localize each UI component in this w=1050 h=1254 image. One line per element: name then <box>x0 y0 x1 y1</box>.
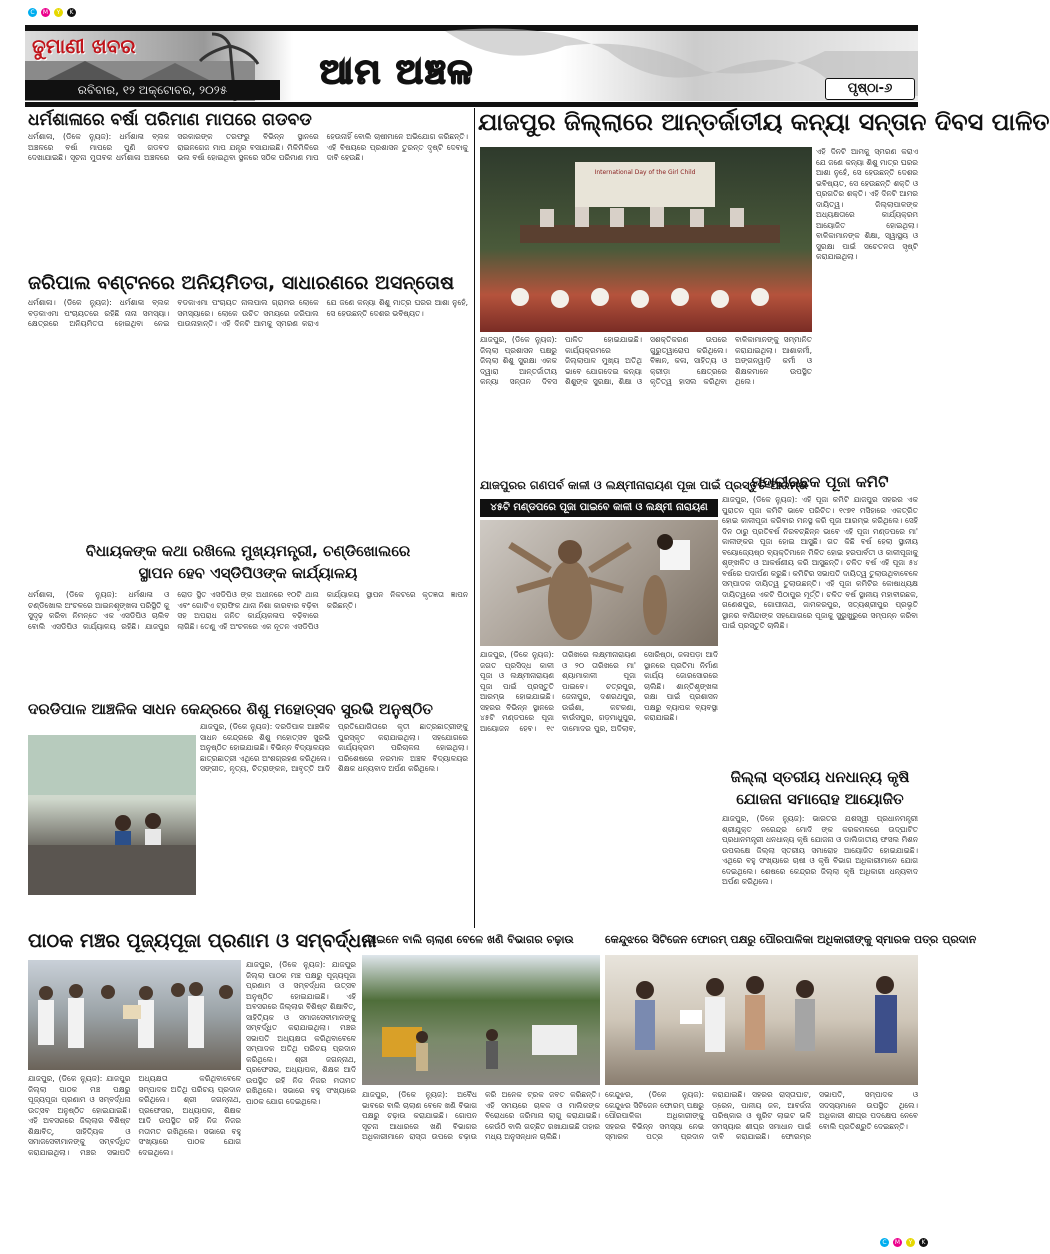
article-keonjhar-body: କେନ୍ଦୁଝର, (ଡିକେ ନ୍ୟୁଜ): କେନ୍ଦୁଝର ସିଟିଜେନ ଫୋରମ୍ ପକ୍ଷରୁ ପୌରପାଳିକା ଅଧିକାରୀଙ୍କୁ ସହରର ବିଭିନ୍ନ ସମସ୍ୟା ନେଇ ସ୍ମାରକ ପତ୍ର ପ୍ରଦାନ କରାଯାଇଛି। ସହରର ରାସ୍ତାଘାଟ, ଡ୍ରେନ, ପାନୀୟ ଜଳ, ଆବର୍ଜନା ପରିଷ୍କାର ଓ ଷ୍ଟ୍ରିଟ ଲାଇଟ ଭଳି ସମସ୍ୟାର ଶୀଘ୍ର ସମାଧାନ ପାଇଁ ଦାବି କରାଯାଇଛି। ଫୋରମ୍‌ର ସଭାପତି, ସମ୍ପାଦକ ଓ ସଦସ୍ୟମାନେ ଉପସ୍ଥିତ ଥିଲେ। ଅଧିକାରୀ ଶୀଘ୍ର ପଦକ୍ଷେପ ନେବେ ବୋଲି ପ୍ରତିଶ୍ରୁତି ଦେଇଛନ୍ତି। <box>605 1090 918 1141</box>
article-ration-body: ଧର୍ମଶାଳା। (ଡିକେ ନ୍ୟୁଜ): ଧର୍ମଶାଳା ବ୍ଲକ ବଡ଼କାଏମା ପଂଚାୟତରେ ରହିଛି ନାନା ସମସ୍ୟା। କ୍ଷେତ୍ରରେ ଅନିୟମିତତା ହୋଇଥିବା ନେଇ ବଡକାଏମା ପଂଚାୟତ ନାଲପାଲ ଗ୍ରାମର ଲୋକେ ସମସ୍ୟାରେ। ଲୋକେ ଉଚିତ ସମୟରେ ଜରିପାଲ ପାଉନାହାନ୍ତି। ଏହି ଦିନଟି ଆମକୁ ସ୍ମରଣ କରାଏ ଯେ ଜଣେ କନ୍ୟା ଶିଶୁ ମାତ୍ର ଘରର ଆଶା ନୁହେଁ, ସେ ହେଉଛନ୍ତି ଦେଶର ଭବିଷ୍ୟତ। <box>28 298 468 328</box>
headline-agri-line2: ଯୋଜନା ସମାରୋହ ଆୟୋଜିତ <box>736 790 904 808</box>
magenta-mark: M <box>42 9 49 16</box>
pathak-photo <box>28 960 241 1070</box>
article-child-fest-body: ଯାଜପୁର, (ଡିକେ ନ୍ୟୁଜ): ଦରଡିପାଳ ଆଞ୍ଚଳିକ ସାଧନ କେନ୍ଦ୍ରରେ ଶିଶୁ ମହୋତ୍ସବ ସୁରଭି ଅନୁଷ୍ଠିତ ହୋଇଯାଇଛି। ବିଭିନ୍ନ ବିଦ୍ୟାଳୟର ଛାତ୍ରଛାତ୍ରୀ ଏଥିରେ ଅଂଶଗ୍ରହଣ କରିଥିଲେ। ସଙ୍ଗୀତ, ନୃତ୍ୟ, ଚିତ୍ରାଙ୍କନ, ଆବୃତ୍ତି ଆଦି ପ୍ରତିଯୋଗିତାରେ କୃତୀ ଛାତ୍ରଛାତ୍ରୀଙ୍କୁ ପୁରସ୍କୃତ କରାଯାଇଥିଲା। ସହଯୋଗରେ କାର୍ଯ୍ୟକ୍ରମ ପରିଚାଳନା ହୋଇଥିଲା। ପରିଶେଷରେ ନରମାଳ ଅଞ୍ଚଳ ବିଦ୍ୟାଳୟର ଶିକ୍ଷକ ଧନ୍ୟବାଦ ଅର୍ପଣ କରିଥିଲେ। <box>200 722 468 773</box>
headline-rain: ଧର୍ମଶାଳାରେ ବର୍ଷା ପରିମାଣ ମାପରେ ଗଡବଡ <box>28 110 312 130</box>
black-mark: K <box>919 1238 928 1247</box>
yellow-mark: Y <box>54 8 63 17</box>
headline-pathak: ପାଠକ ମଞ୍ଚର ପୂଜ୍ୟପୂଜା ପ୍ରଣାମ ଓ ସମ୍ବର୍ଦ୍ଧନା <box>28 930 377 952</box>
registration-marks-bottom <box>880 1238 928 1247</box>
kali-idol-photo <box>480 520 718 646</box>
headline-puja: ଯାଜପୁରର ଗଣପର୍ବ କାଳୀ ଓ ଲକ୍ଷ୍ମୀନାରାୟଣ ପୂଜା ପାଇଁ ପ୍ରସ୍ତୁତି ଆରମ୍ଭ <box>480 478 808 492</box>
girl-child-event-photo <box>480 147 812 332</box>
newspaper-logo: ଢୁମାଣୀ ଖବର <box>32 34 136 58</box>
headline-mahabir: ମହାବୀରଛକ ପୂଜା କମିଟି <box>751 473 889 491</box>
article-sand-body: ଯାଜପୁର, (ଡିକେ ନ୍ୟୁଜ): ଅବୈଧ ଭାବରେ ବାଲି ଚାଲାଣ ବେଳେ ଖଣି ବିଭାଗ ପକ୍ଷରୁ ଚଢ଼ାଉ କରାଯାଇଛି। ଗୋପନ ସୂଚନା ଆଧାରରେ ଖଣି ବିଭାଗର ଅଧିକାରୀମାନେ ରାସ୍ତା ଉପରେ ଚଢ଼ାଉ କରି ଅନେକ ଟ୍ରକ ଜବତ କରିଛନ୍ତି। ଏହି ସମୟରେ ଚାଳକ ଓ ମାଲିକଙ୍କ ବିରୋଧରେ ଜରିମାନା ଲାଗୁ କରାଯାଇଛି। କେଉଁଠି ବାଲି ଗଚ୍ଛିତ ରଖାଯାଇଛି ତାହାର ମଧ୍ୟ ଅନୁସନ୍ଧାନ ଚାଲିଛି। <box>362 1090 600 1141</box>
article-rain-body: ଧର୍ମଶାଳା, (ଡିକେ ନ୍ୟୁଜ): ଧର୍ମଶାଳା ବ୍ଲକ ଅଞ୍ଚଳରେ ବର୍ଷା ମାପରେ ପୁଣି ଗଡବଡ ଦେଖାଯାଇଛି। ସୂଚନା ମୁତାବକ ଧର୍ମଶାଳା ଅଞ୍ଚଳରେ ସରକାରଙ୍କ ତରଫରୁ ବିଭିନ୍ନ ସ୍ଥାନରେ ରାଇନଗେଜ ମାପ ଯନ୍ତ୍ର ବସାଯାଇଛି। ମିଳିମିଳିରେ ଭଲ ବର୍ଷା ହୋଇଥିବା ସ୍ଥଳରେ ସଠିକ ପରିମାଣ ମାପ ହେଉନାହିଁ ବୋଲି ଚାଷୀମାନେ ଅଭିଯୋଗ କରିଛନ୍ତି। ଏହି ବିଷୟରେ ପ୍ରଶାସନ ତୁରନ୍ତ ଦୃଷ୍ଟି ଦେବାକୁ ଦାବି ହେଉଛି। <box>28 132 468 162</box>
headline-ration: ଜରିପାଲ ବଣ୍ଟନରେ ଅନିୟମିତତା, ସାଧାରଣରେ ଅସନ୍ତୋଷ <box>28 272 455 294</box>
cyan-mark: C <box>28 8 37 17</box>
headline-sdpo-line1: ବିଧାୟକଙ୍କ କଥା ରଖିଲେ ମୁଖ୍ୟମନ୍ତ୍ରୀ, ଚଣ୍ଡିଖୋଲରେ <box>85 542 411 560</box>
article-agri-body: ଯାଜପୁର, (ଡିକେ ନ୍ୟୁଜ): ଭାରତର ଯଶସ୍ୱୀ ପ୍ରଧାନମନ୍ତ୍ରୀ ଶ୍ରୀଯୁକ୍ତ ନରେନ୍ଦ୍ର ମୋଦି ଙ୍କ କରକମଳରେ ଉଦ୍‌ଘାଟିତ ପ୍ରଧାନମନ୍ତ୍ରୀ ଧନଧାନ୍ୟ କୃଷି ଯୋଜନା ଓ ଡାଲିଜାତୀୟ ଫସଲ ମିଶନ ଉପଲକ୍ଷେ ଜିଲ୍ଲା ସ୍ତରୀୟ ସମାରୋହ ଆୟୋଜିତ ହୋଇଯାଇଛି। ଏଥିରେ ବହୁ ସଂଖ୍ୟାରେ ଚାଷୀ ଓ କୃଷି ବିଭାଗ ଅଧିକାରୀମାନେ ଯୋଗ ଦେଇଥିଲେ। ଶେଷରେ କେନ୍ଦ୍ରର ଜିଲ୍ଲା କୃଷି ଅଧିକାରୀ ଧନ୍ୟବାଦ ଅର୍ପଣ କରିଥିଲେ। <box>722 814 918 886</box>
headline-child-fest: ଦରଡିପାଳ ଆଞ୍ଚଳିକ ସାଧନ କେନ୍ଦ୍ରରେ ଶିଶୁ ମହୋତ୍ସବ ସୁରଭି ଅନୁଷ୍ଠିତ <box>28 700 433 718</box>
article-mahabir-body: ଯାଜପୁର, (ଡିକେ ନ୍ୟୁଜ): ଏହି ପୂଜା କମିଟି ଯାଜପୁର ସହରର ଏକ ପୁରାତନ ପୂଜା କମିଟି ଭାବେ ପରିଚିତ। ୧୯୭୧ ମସିହାରେ ଏକତ୍ରିତ ହୋଇ କାଳୀପୂଜା କରିବାର ମନସ୍ଥ କରି ପୂଜା ଆରମ୍ଭ କରିଥିଲେ। ସେହି ଦିନ ଠାରୁ ପ୍ରତିବର୍ଷ ନିରବଚ୍ଛିନ୍ନ ଭାବେ ଏହି ପୂଜା ମଣ୍ଡପରେ ମା' କାଳୀଙ୍କର ପୂଜା ହୋଇ ଆସୁଛି। ଗତ କିଛି ବର୍ଷ ହେଲା ସ୍ଥାନୀୟ ବୟୋଜ୍ୟେଷ୍ଠ ବ୍ୟକ୍ତିମାନେ ମିଳିତ ହୋଇ ହରପାର୍ବତୀ ଓ କାଳୀପୂଜାକୁ ଶୃଙ୍ଖଳିତ ଓ ଆକର୍ଷଣୀୟ କରି ଆସୁଛନ୍ତି। ଚଳିତ ବର୍ଷ ଏହି ପୂଜା ୫୪ ବର୍ଷରେ ପଦାର୍ପଣ କରୁଛି। କମିଟିର ସଭାପତି ଦାୟିତ୍ୱ ତୁଲାଉଥିବାବେଳେ ସମ୍ପାଦକ ଦାୟିତ୍ୱ ତୁଲାଉଛନ୍ତି। ଏହି ପୂଜା କମିଟିର କୋଷାଧ୍ୟକ୍ଷ ଦାୟିତ୍ୱରେ ଏକଟି ପିଠାପୁର ମୂର୍ତ୍ତି। ଚଳିତ ବର୍ଷ ସ୍ଥାନୀୟ ମହାବୀରଛକ, ଗଣେଶପୁର, ଗୋପୀନାଥ, ଜାମକରପୁର, ସତ୍ୟଶ୍ରୀପୁର ପ୍ରଭୃତି ସ୍ଥାନର ବାସିନ୍ଦାଙ୍କ ସହଯୋଗରେ ପୂଜାକୁ ସୁରୁଖୁରୁରେ ସମ୍ପନ୍ନ କରିବା ପାଇଁ ପ୍ରସ୍ତୁତି ଚାଲିଛି। <box>722 495 918 630</box>
masthead-rule <box>25 102 918 107</box>
section-title: ଆମ ଅଞ୍ଚଳ <box>320 52 475 92</box>
yellow-mark: Y <box>906 1238 915 1247</box>
cyan-mark: C <box>880 1238 889 1247</box>
headline-girl-child: ଯାଜପୁର ଜିଲ୍ଲାରେ ଆନ୍ତର୍ଜାତୀୟ କନ୍ୟା ସନ୍ତାନ ଦିବସ ପାଳିତ <box>478 108 1050 136</box>
article-pathak-body: ଯାଜପୁର, (ଡିକେ ନ୍ୟୁଜ): ଯାଜପୁର ଜିଲ୍ଲା ପାଠକ ମଞ୍ଚ ପକ୍ଷରୁ ପୂଜ୍ୟପୂଜା ପ୍ରଣାମ ଓ ସମ୍ବର୍ଦ୍ଧନା ଉତ୍ସବ ଅନୁଷ୍ଠିତ ହୋଇଯାଇଛି। ଏହି ଅବସରରେ ଜିଲ୍ଲାର ବିଶିଷ୍ଟ ଶିକ୍ଷାବିତ୍, ସାହିତ୍ୟିକ ଓ ସମାଜସେବୀମାନଙ୍କୁ ସମ୍ବର୍ଦ୍ଧିତ କରାଯାଇଥିଲା। ମଞ୍ଚର ସଭାପତି ଅଧ୍ୟକ୍ଷତା କରିଥିବାବେଳେ ସମ୍ପାଦକ ଅତିଥି ପରିଚୟ ପ୍ରଦାନ କରିଥିଲେ। ଶ୍ରୀ ଜଗନ୍ନାଥ, ପ୍ରଫେସର, ଅଧ୍ୟାପକ, ଶିକ୍ଷକ ଆଦି ଉପସ୍ଥିତ ରହି ନିଜ ନିଜର ମତାମତ ରଖିଥିଲେ। ସଭାରେ ବହୁ ସଂଖ୍ୟାରେ ପାଠକ ଯୋଗ ଦେଇଥିଲେ। <box>28 1074 241 1157</box>
page-number: ପୃଷ୍ଠା-୬ <box>825 78 915 100</box>
headline-agri-line1: ଜିଲ୍ଲା ସ୍ତରୀୟ ଧନଧାନ୍ୟ କୃଷି <box>730 768 910 786</box>
headline-sand: ହୋଇନେ ବାଲି ଚାଲାଣ ବେଳେ ଖଣି ବିଭାଗର ଚଢ଼ାଉ <box>362 933 574 946</box>
subheadline-puja: ୪୫ଟି ମଣ୍ଡପରେ ପୂଜା ପାଇବେ କାଳୀ ଓ ଲକ୍ଷ୍ମୀ ନାରାୟଣ <box>480 499 718 517</box>
magenta-mark: M <box>894 1239 901 1246</box>
column-divider <box>474 108 475 928</box>
black-mark: K <box>67 8 76 17</box>
child-fest-photo <box>28 735 196 895</box>
issue-date: ରବିବାର, ୧୨ ଅକ୍ଟୋବର, ୨୦୨୫ <box>25 80 280 100</box>
article-pathak-body-continued: ଯାଜପୁର, (ଡିକେ ନ୍ୟୁଜ): ଯାଜପୁର ଜିଲ୍ଲା ପାଠକ ମଞ୍ଚ ପକ୍ଷରୁ ପୂଜ୍ୟପୂଜା ପ୍ରଣାମ ଓ ସମ୍ବର୍ଦ୍ଧନା ଉତ୍ସବ ଅନୁଷ୍ଠିତ ହୋଇଯାଇଛି। ଏହି ଅବସରରେ ଜିଲ୍ଲାର ବିଶିଷ୍ଟ ଶିକ୍ଷାବିତ୍, ସାହିତ୍ୟିକ ଓ ସମାଜସେବୀମାନଙ୍କୁ ସମ୍ବର୍ଦ୍ଧିତ କରାଯାଇଥିଲା। ମଞ୍ଚର ସଭାପତି ଅଧ୍ୟକ୍ଷତା କରିଥିବାବେଳେ ସମ୍ପାଦକ ଅତିଥି ପରିଚୟ ପ୍ରଦାନ କରିଥିଲେ। ଶ୍ରୀ ଜଗନ୍ନାଥ, ପ୍ରଫେସର, ଅଧ୍ୟାପକ, ଶିକ୍ଷକ ଆଦି ଉପସ୍ଥିତ ରହି ନିଜ ନିଜର ମତାମତ ରଖିଥିଲେ। ସଭାରେ ବହୁ ସଂଖ୍ୟାରେ ପାଠକ ଯୋଗ ଦେଇଥିଲେ। <box>246 960 356 1106</box>
headline-keonjhar: କେନ୍ଦୁଝରେ ସିଟିଜେନ ଫୋରମ୍ ପକ୍ଷରୁ ପୌରପାଳିକା ଅଧିକାରୀଙ୍କୁ ସ୍ମାରକ ପତ୍ର ପ୍ରଦାନ <box>605 933 977 946</box>
article-sdpo-body: ଧର୍ମଶାଳା, (ଡିକେ ନ୍ୟୁଜ): ଧର୍ମଶାଳା ଓ ଚଣ୍ଡିଖୋଲ ଅଂଚଳରେ ଆଇନଶୃଙ୍ଖଳା ପରିସ୍ଥିତି କୁ ସୁଦୃଢ଼ କରିବା ନିମନ୍ତେ ଏକ ଏସଡିପିଓ ଚାଲିବ ବୋଲି ଏସଡିପିଓ କାର୍ଯ୍ୟାଳୟ ରହିଛି। ଯାଜପୁର ରୋଡ ସ୍ଥିତ ଏସଡିପିଓ ଙ୍କ ଅଧୀନରେ ୧୦ଟି ଥାନା ଏବଂ ଗୋଟିଏ ଟ୍ରାଫିକ ଥାନା ନିଶା କାରବାର ବଢ଼ିବା ସହ ଅପରାଧ ଜନିତ କାର୍ଯ୍ୟକଳାପ ବଢ଼ିବାରେ ଲାଗିଛି। ତେଣୁ ଏହି ଅଂଚଳରେ ଏକ ନୂତନ ଏସଡିପିଓ କାର୍ଯ୍ୟାଳୟ ସ୍ଥାପନ ନିକଟରେ କୃତଜ୍ଞତା ଜ୍ଞାପନ କରିଛନ୍ତି। <box>28 590 468 631</box>
article-girl-child-body: ଯାଜପୁର, (ଡିକେ ନ୍ୟୁଜ): ଜିଲ୍ଲା ପ୍ରଶାସନ ପକ୍ଷରୁ ଜିଲ୍ଲା ଶିଶୁ ସୁରକ୍ଷା ଏକକ ଦ୍ୱାରା ଆନ୍ତର୍ଜାତୀୟ କନ୍ୟା ସନ୍ତାନ ଦିବସ ପାଳିତ ହୋଇଯାଇଛି। କାର୍ଯ୍ୟକ୍ରମରେ ଜିଲ୍ଲାପାଳ ମୁଖ୍ୟ ଅତିଥି ଭାବେ ଯୋଗଦେଇ କନ୍ୟା ଶିଶୁଙ୍କ ସୁରକ୍ଷା, ଶିକ୍ଷା ଓ ସଶକ୍ତିକରଣ ଉପରେ ଗୁରୁତ୍ୱାରୋପ କରିଥିଲେ। ବିଜ୍ଞାନ, କଳା, ସାହିତ୍ୟ ଓ କ୍ରୀଡ଼ା କ୍ଷେତ୍ରରେ କୃତିତ୍ୱ ହାସଲ କରିଥିବା ବାଳିକାମାନଙ୍କୁ ସମ୍ମାନିତ କରାଯାଇଥିଲା। ଆଶାକର୍ମୀ, ଅଙ୍ଗନୱାଡ଼ି କର୍ମୀ ଓ ଶିକ୍ଷକମାନେ ଉପସ୍ଥିତ ଥିଲେ। <box>480 335 812 386</box>
sand-raid-photo <box>362 955 600 1085</box>
article-puja-body: ଯାଜପୁର, (ଡିକେ ନ୍ୟୁଜ): ଜଗତ ପ୍ରସିଦ୍ଧ କାଳୀ ପୂଜା ଓ ଲକ୍ଷ୍ମୀନାରାୟଣ ପୂଜା ପାଇଁ ପ୍ରସ୍ତୁତି ଆରମ୍ଭ ହୋଇଯାଇଛି। ସହରର ବିଭିନ୍ନ ସ୍ଥାନରେ ୪୫ଟି ମଣ୍ଡପରେ ପୂଜା ଆୟୋଜନ ହେବ। ୧୯ ତାରିଖରେ ଲକ୍ଷ୍ମୀନାରାୟଣ ଓ ୨୦ ତାରିଖରେ ମା' ଶ୍ୟାମାକାଳୀ ପୂଜା ପାଇବେ। ଚତ୍ରପୁର, ଜେନାପୁର, ଦଶରଥପୁର, ଉଇଁଶା, କଟକଣା, ବାଉଁସପୁର, ଗଡ଼ମାଧୁପୁର, ଦାମୋଦର ପୁର, ଅଦିଲାବ, ସୋରିଷ୍ଠା, ଜଳାପଡ଼ା ଆଦି ସ୍ଥାନରେ ପ୍ରତିମା ନିର୍ମାଣ କାର୍ଯ୍ୟ ଜୋରସୋରରେ ଚାଲିଛି। ଶାନ୍ତିଶୃଙ୍ଖଳା ରକ୍ଷା ପାଇଁ ପ୍ରଶାସନ ପକ୍ଷରୁ ବ୍ୟାପକ ବ୍ୟବସ୍ଥା କରାଯାଇଛି। <box>480 650 718 733</box>
registration-marks-top <box>28 8 76 17</box>
article-girl-child-side-body: ଏହି ଦିନଟି ଆମକୁ ସ୍ମରଣ କରାଏ ଯେ ଜଣେ କନ୍ୟା ଶିଶୁ ମାତ୍ର ଘରର ଆଶା ନୁହେଁ, ସେ ହେଉଛନ୍ତି ଦେଶର ଭବିଷ୍ୟତ, ସେ ହେଉଛନ୍ତି ଶକ୍ତି ଓ ପ୍ରଗତିର ଶକ୍ତି। ଏହି ଦିନଟି ଆମର ଦାୟିତ୍ୱ। ଜିଲ୍ଲାପାଳଙ୍କ ଅଧ୍ୟକ୍ଷତାରେ କାର୍ଯ୍ୟକ୍ରମ ଆୟୋଜିତ ହୋଇଥିଲା। ବାଳିକାମାନଙ୍କ ଶିକ୍ଷା, ସ୍ୱାସ୍ଥ୍ୟ ଓ ସୁରକ୍ଷା ପାଇଁ ସଚେତନତା ସୃଷ୍ଟି କରାଯାଇଥିଲା। <box>816 147 918 261</box>
event-banner-text: International Day of the Girl Child <box>594 169 696 176</box>
headline-sdpo-line2: ସ୍ଥାପନ ହେବ ଏସ୍‌ଡିପିଓଙ୍କ କାର୍ଯ୍ୟାଳୟ <box>138 564 358 582</box>
keonjhar-memorandum-photo <box>605 955 918 1085</box>
